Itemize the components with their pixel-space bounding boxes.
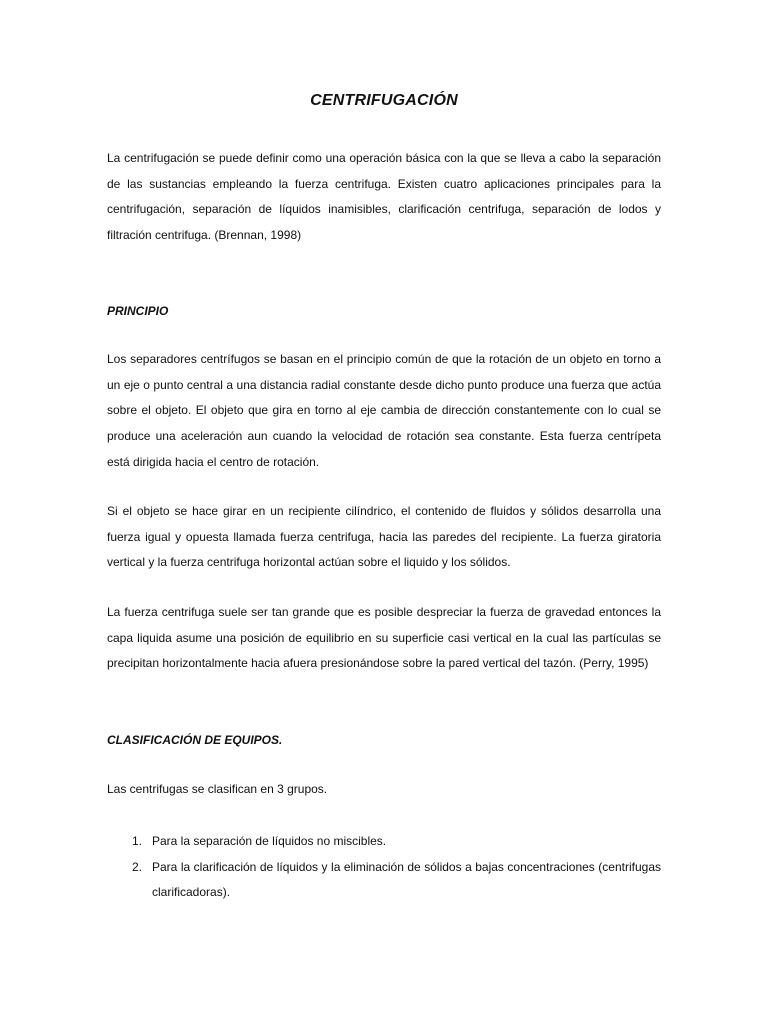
list-item-text: Para la separación de líquidos no miscibles. [152,834,387,848]
section-heading-principio: PRINCIPIO [107,304,169,318]
clasificacion-list [107,829,661,906]
list-item [107,829,661,855]
list-item-number: 1. [132,834,143,848]
list-item-number: 2. [132,859,143,874]
clasificacion-intro: Las centrifugas se clasifican en 3 grupos. [107,782,328,796]
principio-paragraph-1: Los separadores centrífugos se basan en el principio común de que la rotación de un objeto en torno a un eje o punto central a una distancia radial constante desde dicho punto produce una fuerza que actúa sobre el objeto. El objeto que gira en torno al eje cambia de dirección constantemente con lo cual se produce una aceleración aun cuando la velocidad de rotación sea constante. Esta fuerza centrípeta está dirigida hacia el centro de rotación. [107,352,661,469]
list-item [107,855,661,906]
document-title: CENTRIFUGACIÓN [310,92,458,109]
intro-paragraph: La centrifugación se puede definir como una operación básica con la que se lleva a cabo la separación de las sustancias empleando la fuerza centrifuga. Existen cuatro aplicaciones principales para la centrifugación, separación de líquidos inamisibles, clarificación centrifuga, separación de lodos y filtración centrifuga. (Brennan, 1998) [107,151,661,243]
principio-paragraph-2: Si el objeto se hace girar en un recipiente cilíndrico, el contenido de fluidos y sólidos desarrolla una fuerza igual y opuesta llamada fuerza centrifuga, hacia las paredes del recipiente. La fuerza giratoria vertical y la fuerza centrifuga horizontal actúan sobre el liquido y los sólidos. [107,504,661,570]
list-item-text: Para la clarificación de líquidos y la eliminación de sólidos a bajas concentraciones (centrifugas clarificadoras). [152,859,661,900]
principio-paragraph-3: La fuerza centrifuga suele ser tan grande que es posible despreciar la fuerza de gravedad entonces la capa liquida asume una posición de equilibrio en su superficie casi vertical en la cual las partículas se precipitan horizontalmente hacia afuera presionándose sobre la pared vertical del tazón. (Perry, 1995) [107,605,661,671]
section-heading-clasificacion: CLASIFICACIÓN DE EQUIPOS. [107,733,283,747]
